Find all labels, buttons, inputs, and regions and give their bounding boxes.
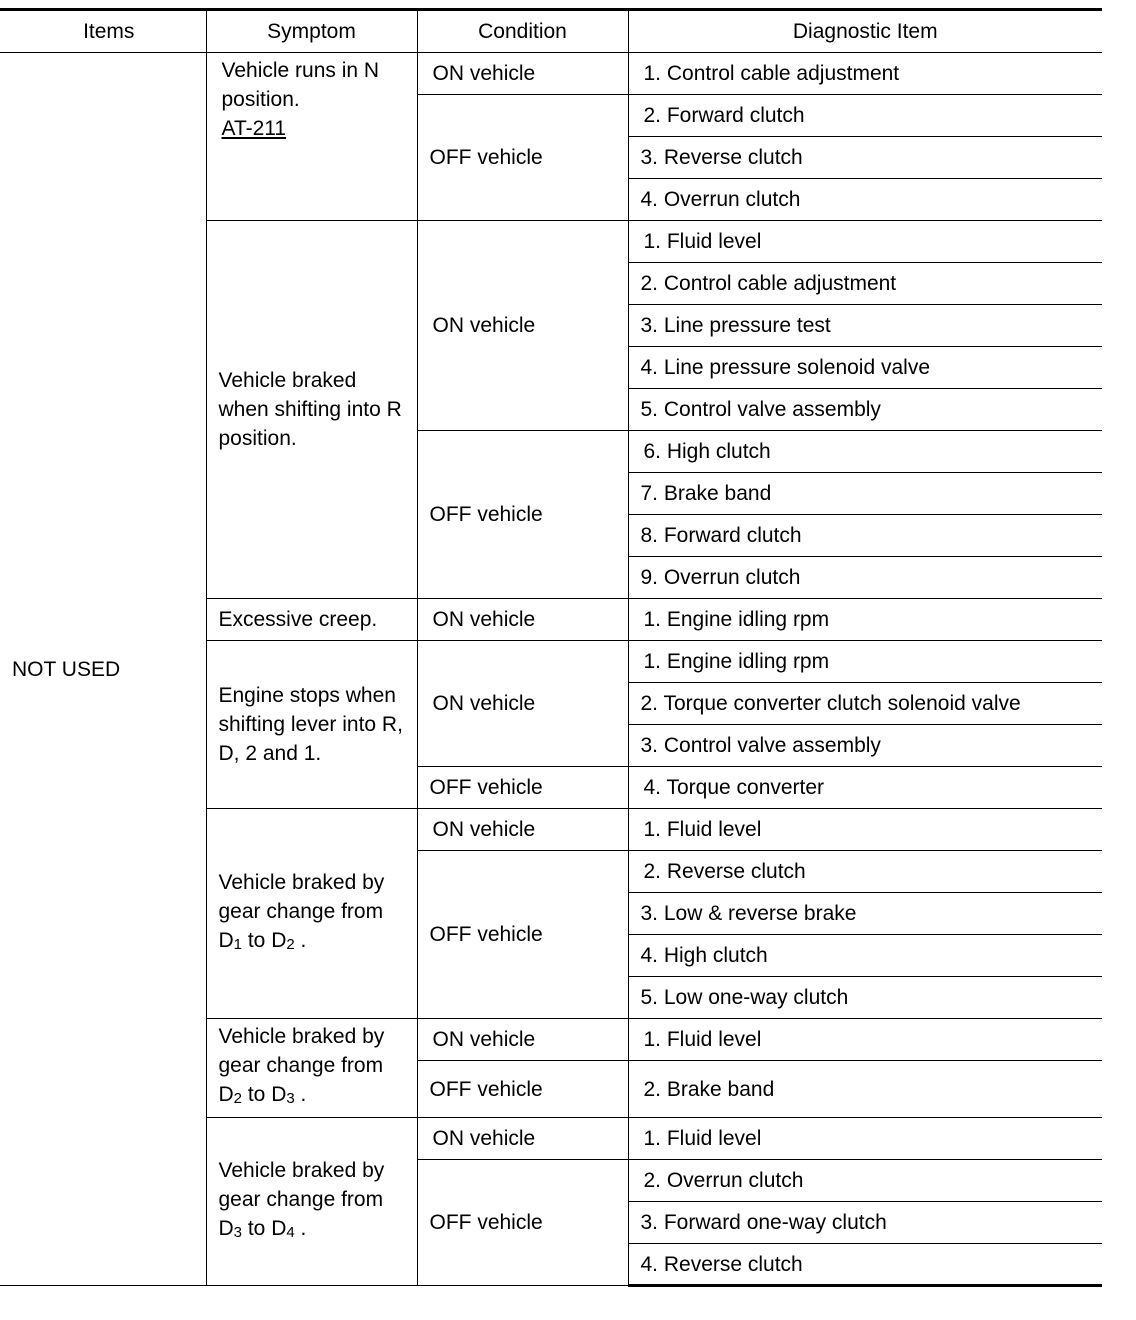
diagnostic-cell: 3. Low & reverse brake [628, 893, 1102, 935]
gear-subscript: 4 [286, 1224, 295, 1241]
symptom-text: to D [242, 1083, 287, 1106]
header-row [0, 10, 1102, 53]
condition-cell: ON vehicle [417, 641, 628, 767]
diagnostic-cell: 9. Overrun clutch [628, 557, 1102, 599]
condition-cell: ON vehicle [417, 221, 628, 431]
symptom-text: . [294, 1083, 307, 1106]
condition-cell: OFF vehicle [417, 851, 628, 1019]
symptom-cell [206, 1118, 417, 1286]
condition-cell: OFF vehicle [417, 1061, 628, 1118]
diagnostic-cell: 2. Overrun clutch [628, 1160, 1102, 1202]
symptom-text: . [294, 929, 307, 952]
diagnostic-cell: 3. Control valve assembly [628, 725, 1102, 767]
diagnostic-cell: 2. Torque converter clutch solenoid valve [628, 683, 1102, 725]
diagnostic-cell: 1. Fluid level [628, 1118, 1102, 1160]
gear-subscript: 3 [233, 1224, 243, 1241]
gear-subscript: 3 [286, 1090, 295, 1107]
table-row [0, 53, 1102, 95]
symptom-text: . [294, 1217, 307, 1240]
diagnostic-cell: 7. Brake band [628, 473, 1102, 515]
header-items: Items [0, 10, 206, 53]
diagnostic-cell: 5. Low one-way clutch [628, 977, 1102, 1019]
diagnostic-cell: 1. Fluid level [628, 1019, 1102, 1061]
header-symptom: Symptom [206, 10, 417, 53]
symptom-cell: Vehicle braked when shifting into R position. [206, 221, 417, 599]
condition-cell: OFF vehicle [417, 1160, 628, 1286]
diagnostic-cell: 1. Engine idling rpm [628, 641, 1102, 683]
condition-cell: ON vehicle [417, 53, 628, 95]
diagnostic-cell: 4. Reverse clutch [628, 1244, 1102, 1286]
diagnostic-cell: 2. Reverse clutch [628, 851, 1102, 893]
header-condition: Condition [417, 10, 628, 53]
symptom-cell [206, 809, 417, 1019]
symptom-text: to D [242, 1217, 287, 1240]
symptom-text: Vehicle braked by gear change from D [218, 1159, 385, 1240]
reference-link[interactable]: AT-211 [221, 117, 287, 140]
diagnostic-cell: 1. Fluid level [628, 809, 1102, 851]
diagnostic-cell: 4. Overrun clutch [628, 179, 1102, 221]
symptom-cell [206, 1019, 417, 1118]
header-diagnostic-item: Diagnostic Item [628, 10, 1102, 53]
symptom-cell: Engine stops when shifting lever into R, D, 2 and 1. [206, 641, 417, 809]
gear-subscript: 2 [233, 1090, 243, 1107]
diagnostic-cell: 8. Forward clutch [628, 515, 1102, 557]
symptom-cell: Excessive creep. [206, 599, 417, 641]
items-cell: NOT USED [0, 53, 206, 1286]
symptom-text: Vehicle braked by gear change from D [218, 1025, 385, 1106]
diagnostic-cell: 3. Forward one-way clutch [628, 1202, 1102, 1244]
diagnostic-cell: 2. Control cable adjustment [628, 263, 1102, 305]
condition-cell: ON vehicle [417, 1118, 628, 1160]
diagnostic-cell: 2. Forward clutch [628, 95, 1102, 137]
diagnostic-cell: 4. Torque converter [628, 767, 1102, 809]
condition-cell: ON vehicle [417, 599, 628, 641]
symptom-text: to D [242, 929, 287, 952]
condition-cell: ON vehicle [417, 1019, 628, 1061]
diagnostic-cell: 5. Control valve assembly [628, 389, 1102, 431]
symptom-text: Vehicle runs in N position. [221, 59, 380, 111]
condition-cell: ON vehicle [417, 809, 628, 851]
condition-cell: OFF vehicle [417, 95, 628, 221]
gear-subscript: 2 [286, 936, 295, 953]
diagnostic-cell: 4. Line pressure solenoid valve [628, 347, 1102, 389]
diagnostic-cell: 3. Reverse clutch [628, 137, 1102, 179]
diagnostic-cell: 1. Engine idling rpm [628, 599, 1102, 641]
diagnostic-cell: 2. Brake band [628, 1061, 1102, 1118]
symptom-cell [206, 53, 417, 221]
symptom-text: Vehicle braked by gear change from D [218, 871, 385, 952]
gear-subscript: 1 [233, 936, 243, 953]
diagnostic-cell: 3. Line pressure test [628, 305, 1102, 347]
diagnostic-table [0, 8, 1102, 1287]
diagnostic-cell: 1. Fluid level [628, 221, 1102, 263]
diagnostic-cell: 4. High clutch [628, 935, 1102, 977]
condition-cell: OFF vehicle [417, 431, 628, 599]
diagnostic-cell: 1. Control cable adjustment [628, 53, 1102, 95]
diagnostic-cell: 6. High clutch [628, 431, 1102, 473]
condition-cell: OFF vehicle [417, 767, 628, 809]
